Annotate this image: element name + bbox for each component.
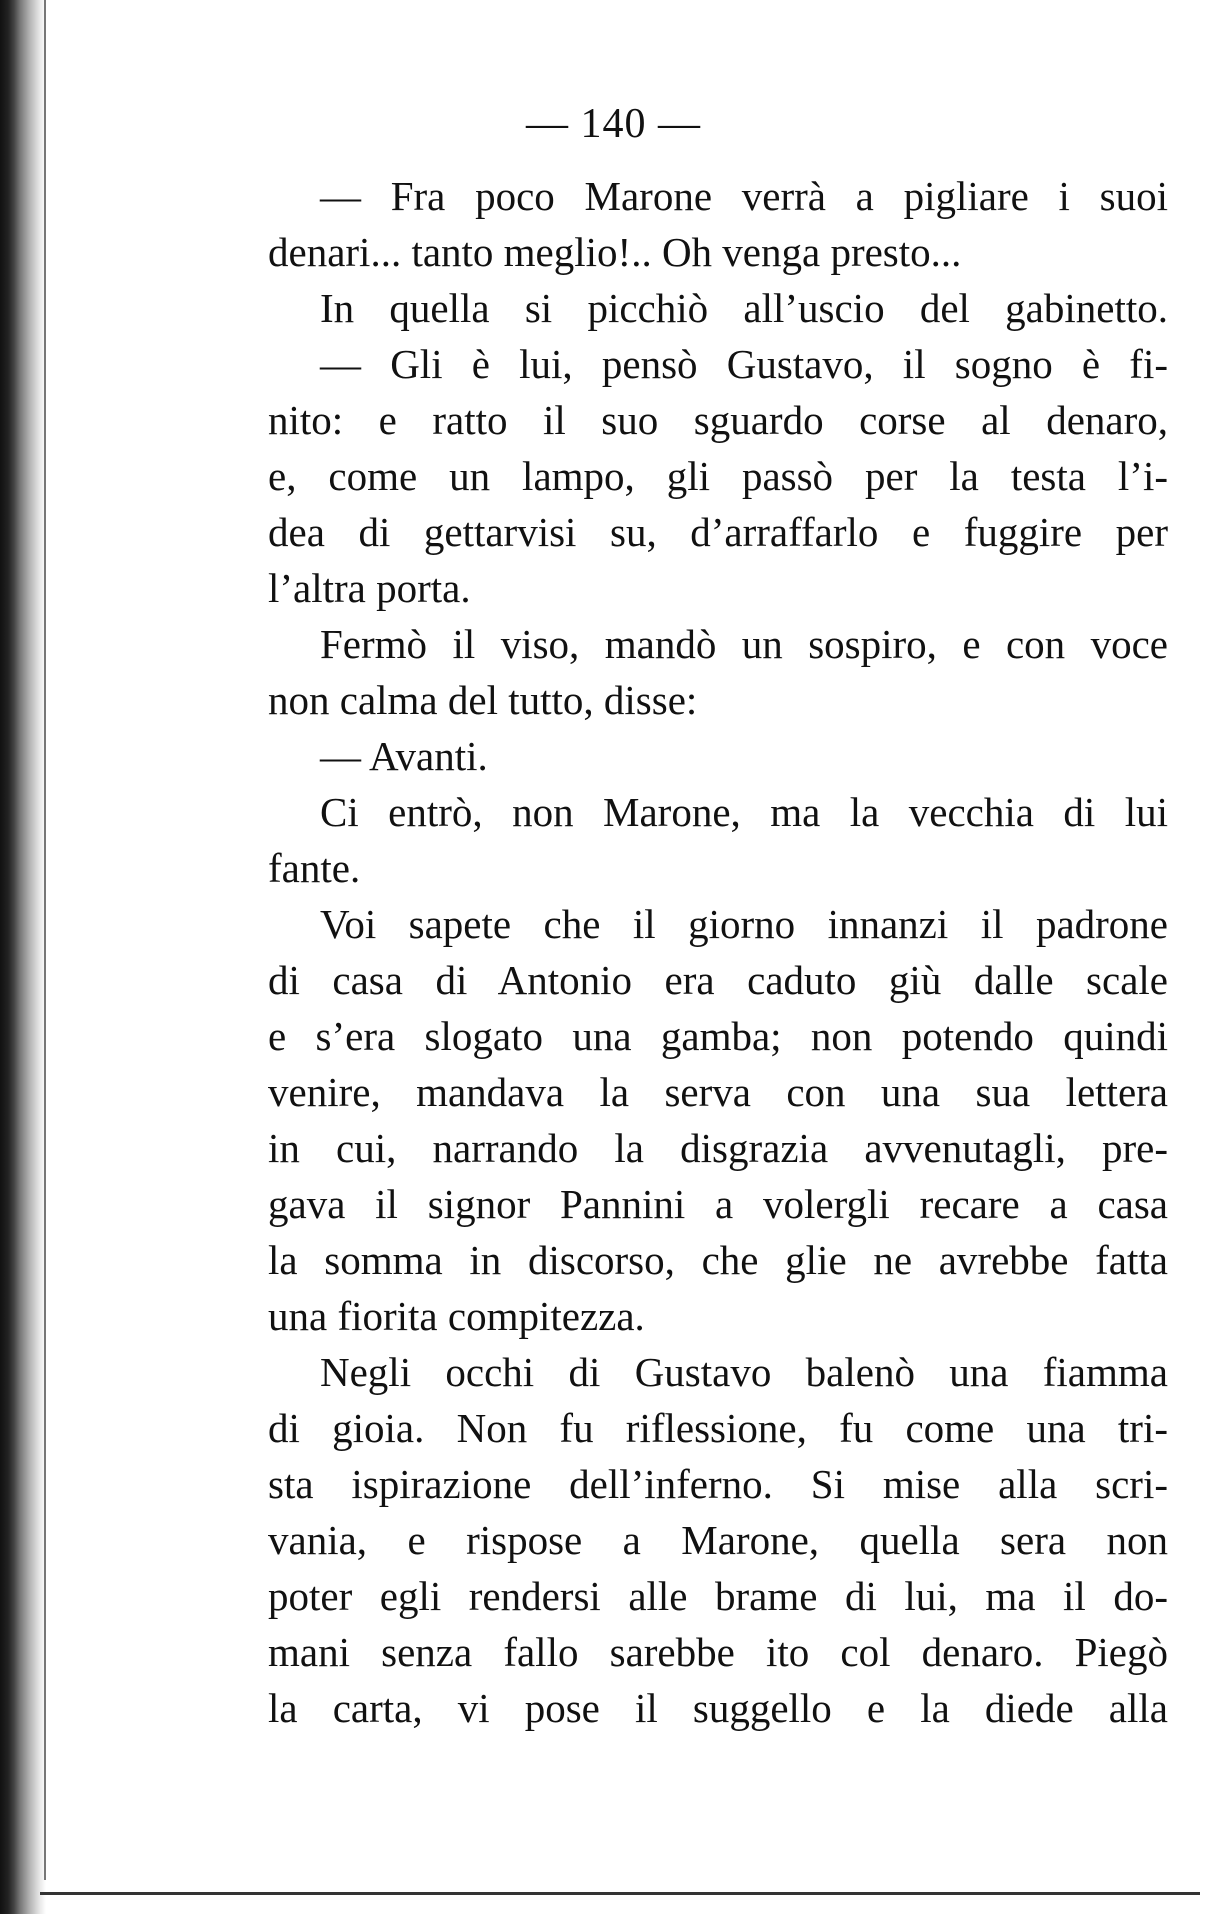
text-line: poter egli rendersi alle brame di lui, ma il do- — [268, 1573, 1168, 1619]
text-line: — Fra poco Marone verrà a pigliare i suoi — [320, 173, 1168, 219]
text-line: Voi sapete che il giorno innanzi il padrone — [320, 901, 1168, 947]
binding-shadow — [0, 0, 46, 1914]
page-bottom-edge — [40, 1892, 1200, 1895]
text-line: e s’era slogato una gamba; non potendo quindi — [268, 1013, 1168, 1059]
text-line: — Gli è lui, pensò Gustavo, il sogno è fi- — [320, 341, 1168, 387]
text-line: venire, mandava la serva con una sua lettera — [268, 1069, 1168, 1115]
text-line: di gioia. Non fu riflessione, fu come una tri- — [268, 1405, 1168, 1451]
text-line: mani senza fallo sarebbe ito col denaro. Piegò — [268, 1629, 1168, 1675]
page-number: — 140 — — [526, 101, 701, 147]
text-line: In quella si picchiò all’uscio del gabinetto. — [320, 285, 1168, 331]
text-line: una fiorita compitezza. — [268, 1293, 645, 1339]
text-line: fante. — [268, 845, 361, 891]
text-line: la carta, vi pose il suggello e la diede alla — [268, 1685, 1168, 1731]
text-line: di casa di Antonio era caduto giù dalle scale — [268, 957, 1168, 1003]
body-text — [268, 168, 1168, 1736]
text-line: nito: e ratto il suo sguardo corse al denaro, — [268, 397, 1168, 443]
text-line: l’altra porta. — [268, 565, 471, 611]
text-line: vania, e rispose a Marone, quella sera non — [268, 1517, 1168, 1563]
text-line: dea di gettarvisi su, d’arraffarlo e fuggire per — [268, 509, 1168, 555]
text-line: la somma in discorso, che glie ne avrebbe fatta — [268, 1237, 1168, 1283]
text-line: in cui, narrando la disgrazia avvenutagli, pre- — [268, 1125, 1168, 1171]
binding-edge-line — [44, 0, 46, 1880]
text-line: Negli occhi di Gustavo balenò una fiamma — [320, 1349, 1168, 1395]
text-line: gava il signor Pannini a volergli recare a casa — [268, 1181, 1168, 1227]
text-line: sta ispirazione dell’inferno. Si mise alla scri- — [268, 1461, 1168, 1507]
text-line: denari... tanto meglio!.. Oh venga presto... — [268, 229, 962, 275]
text-line: Ci entrò, non Marone, ma la vecchia di lui — [320, 789, 1168, 835]
text-line: e, come un lampo, gli passò per la testa l’i- — [268, 453, 1168, 499]
text-line: non calma del tutto, disse: — [268, 677, 698, 723]
text-line: Fermò il viso, mandò un sospiro, e con voce — [320, 621, 1168, 667]
text-line: — Avanti. — [320, 733, 488, 779]
